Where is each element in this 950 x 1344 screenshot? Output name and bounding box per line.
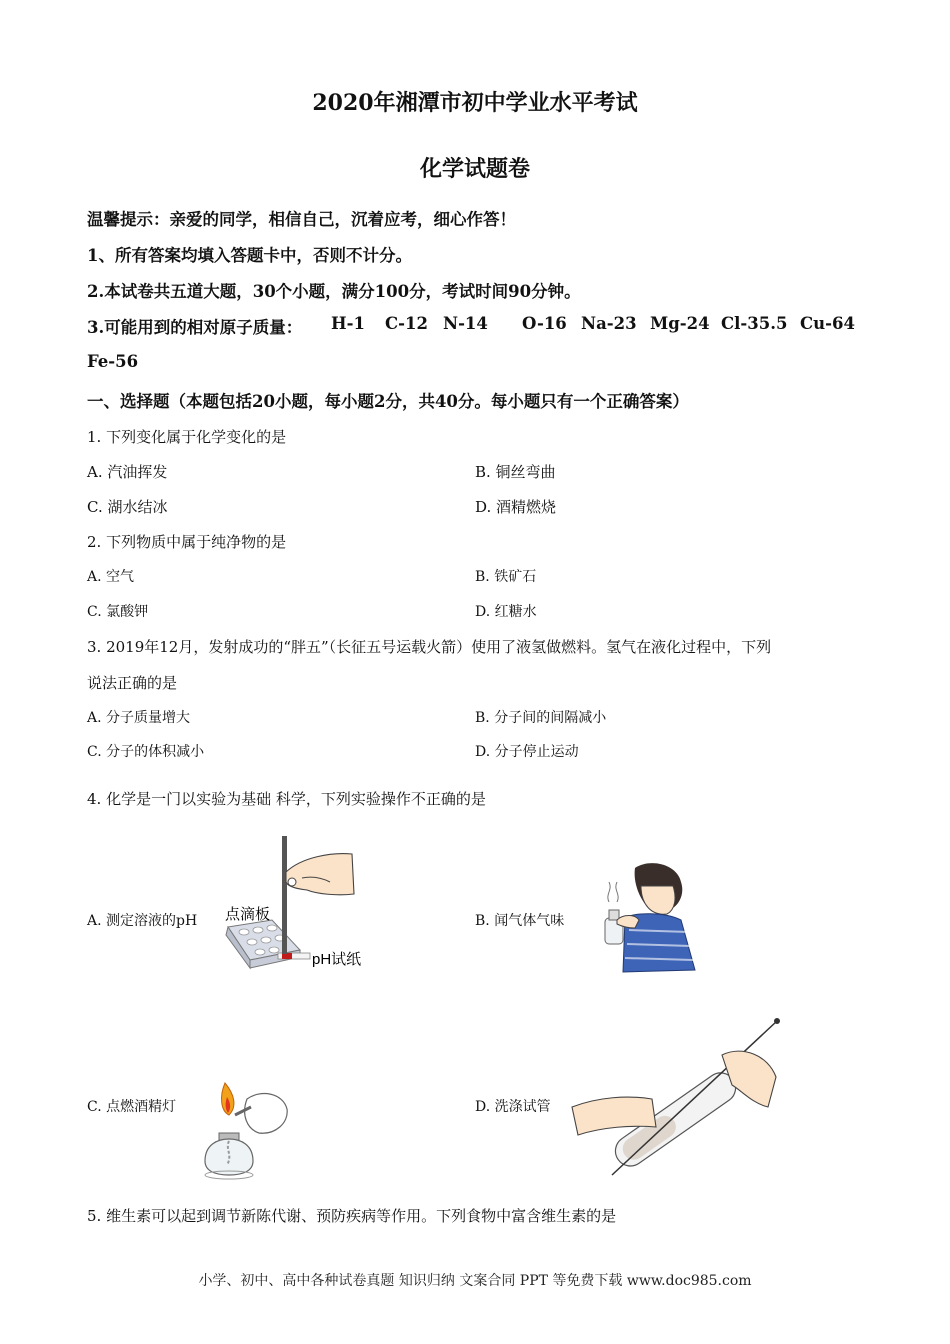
spot-plate-label: 点滴板 <box>225 906 271 923</box>
mass-mg: Mg-24 <box>650 314 710 333</box>
q4-option-d: D. 洗涤试管 <box>475 1099 551 1115</box>
mass-na: Na-23 <box>581 314 637 333</box>
q3-option-c: C. 分子的体积减小 <box>87 744 205 760</box>
q2-option-d: D. 红糖水 <box>475 604 537 620</box>
q3-option-b: B. 分子间的间隔减小 <box>475 710 607 726</box>
mass-fe: Fe-56 <box>87 352 139 371</box>
q2-stem: 2. 下列物质中属于纯净物的是 <box>87 533 287 551</box>
note-3-label: 3.可能用到的相对原子质量： <box>87 318 303 337</box>
page-footer: 小学、初中、高中各种试卷真题 知识归纳 文案合同 PPT 等免费下载 www.doc985.com <box>198 1273 752 1289</box>
q2-option-b: B. 铁矿石 <box>475 569 537 585</box>
q3-option-a: A. 分子质量增大 <box>87 710 191 726</box>
q3-stem-line1: 3. 2019年12月，发射成功的“胖五”（长征五号运载火箭）使用了液氢做燃料。氢气在液化过程中，下列 <box>87 638 772 656</box>
alcohol-lamp-figure <box>195 1075 305 1183</box>
q4-option-b: B. 闻气体气味 <box>475 913 565 929</box>
q5-stem: 5. 维生素可以起到调节新陈代谢、预防疾病等作用。下列食物中富含维生素的是 <box>87 1207 617 1225</box>
smell-gas-figure <box>595 860 705 978</box>
exam-subtitle: 化学试题卷 <box>419 156 530 182</box>
mass-c: C-12 <box>385 314 428 333</box>
q4-option-a: A. 测定溶液的pH <box>87 913 198 929</box>
q1-option-d: D. 酒精燃烧 <box>475 498 557 516</box>
wash-test-tube-figure <box>572 1015 792 1183</box>
exam-title: 2020年湘潭市初中学业水平考试 <box>312 90 638 116</box>
mass-h: H-1 <box>331 314 365 333</box>
ph-test-figure <box>222 832 382 977</box>
q1-option-c: C. 湖水结冰 <box>87 498 168 516</box>
q2-option-a: A. 空气 <box>87 569 135 585</box>
note-1: 1、所有答案均填入答题卡中，否则不计分。 <box>87 246 412 265</box>
section-heading: 一、选择题（本题包括20小题，每小题2分，共40分。每小题只有一个正确答案） <box>87 392 689 411</box>
q2-option-c: C. 氯酸钾 <box>87 604 149 620</box>
mass-n: N-14 <box>443 314 488 333</box>
mass-cl: Cl-35.5 <box>721 314 788 333</box>
q1-option-b: B. 铜丝弯曲 <box>475 463 556 481</box>
mass-o: O-16 <box>522 314 567 333</box>
q3-stem-line2: 说法正确的是 <box>87 674 178 692</box>
ph-paper-label: pH试纸 <box>312 951 362 968</box>
q4-option-c: C. 点燃酒精灯 <box>87 1099 177 1115</box>
q1-option-a: A. 汽油挥发 <box>87 463 168 481</box>
mass-cu: Cu-64 <box>800 314 855 333</box>
q1-stem: 1. 下列变化属于化学变化的是 <box>87 428 287 446</box>
note-2: 2.本试卷共五道大题，30个小题，满分100分，考试时间90分钟。 <box>87 282 581 301</box>
tip-line: 温馨提示：亲爱的同学，相信自己，沉着应考，细心作答！ <box>87 210 516 229</box>
q4-stem: 4. 化学是一门以实验为基础 科学，下列实验操作不正确的是 <box>87 790 486 808</box>
q3-option-d: D. 分子停止运动 <box>475 744 579 760</box>
